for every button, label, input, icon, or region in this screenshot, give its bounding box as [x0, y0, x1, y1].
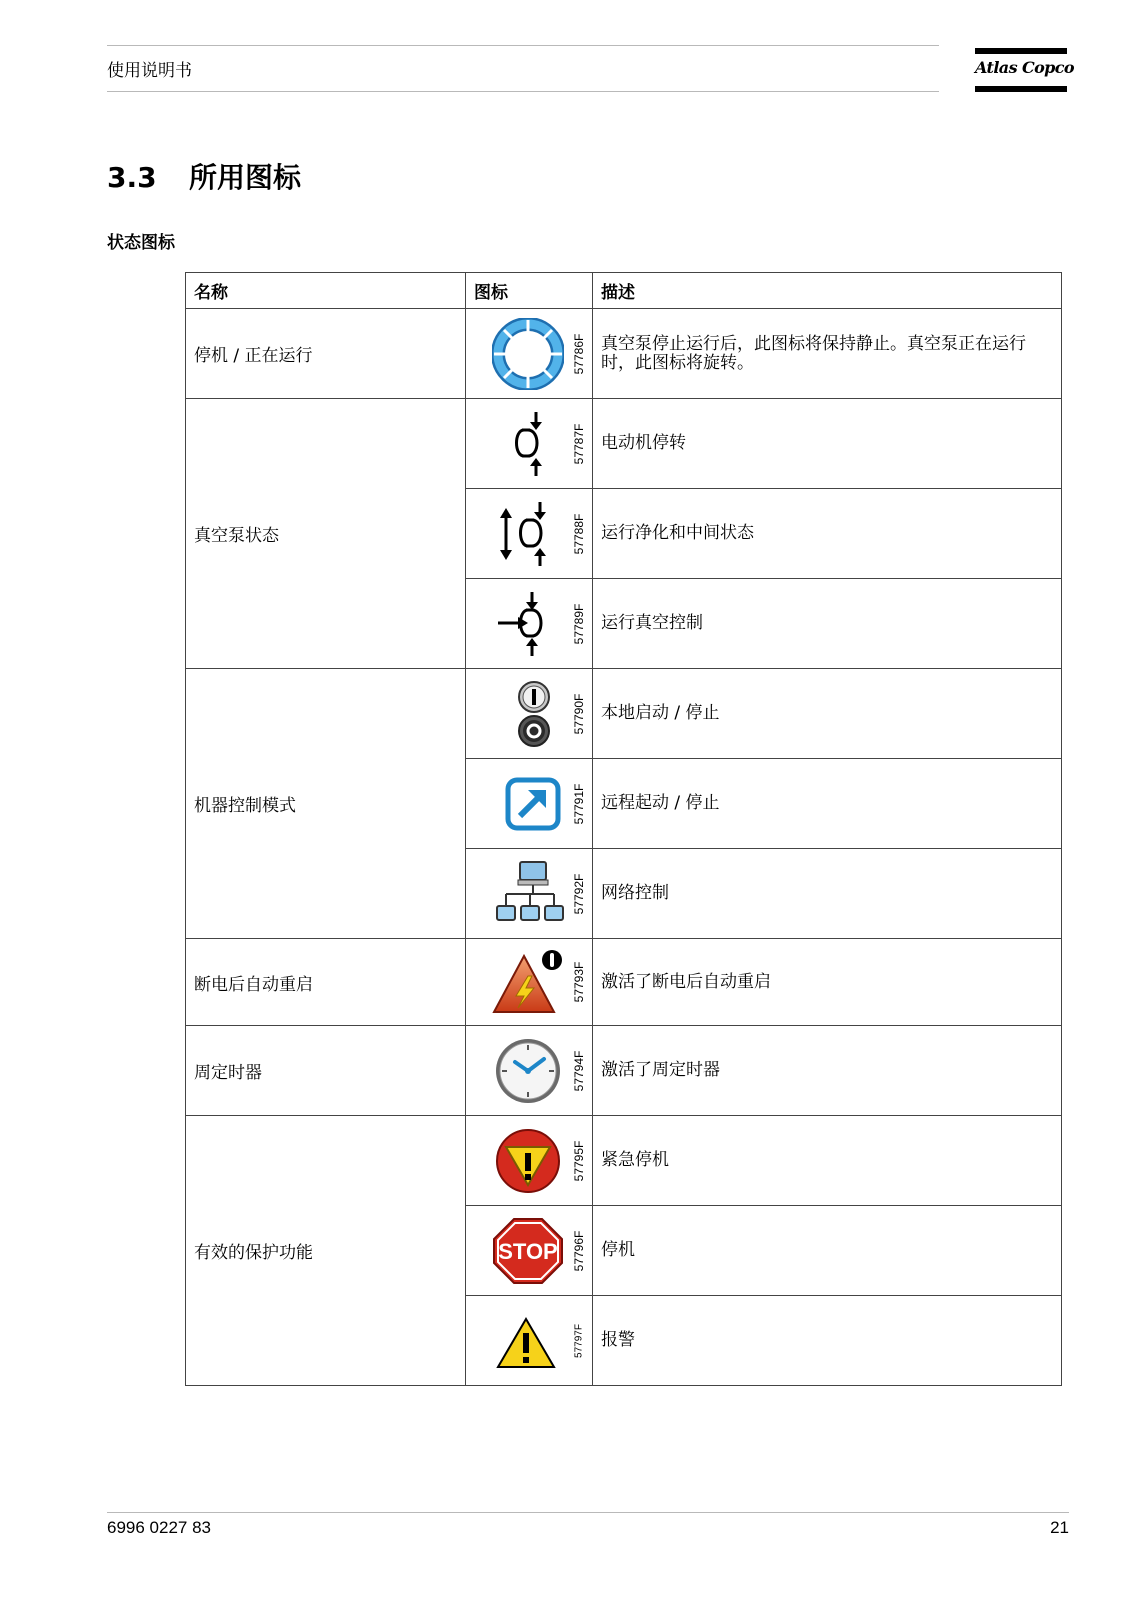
icon-code: 57789F — [572, 603, 586, 644]
icon-cell — [466, 759, 593, 849]
icon-cell — [466, 939, 593, 1026]
row-description: 运行净化和中间状态 — [593, 489, 1062, 579]
icon-cell — [466, 1116, 593, 1206]
icon-cell — [466, 1296, 593, 1386]
warning-triangle-icon — [492, 1305, 564, 1377]
footer-rule — [107, 1512, 1069, 1513]
icon-code: 57791F — [572, 783, 586, 824]
group-name: 周定时器 — [186, 1026, 466, 1116]
icon-code: 57794F — [572, 1050, 586, 1091]
icon-cell — [466, 489, 593, 579]
row-description: 电动机停转 — [593, 399, 1062, 489]
stop-sign-icon — [492, 1215, 564, 1287]
group-name: 断电后自动重启 — [186, 939, 466, 1026]
icon-cell — [466, 1206, 593, 1296]
icon-cell — [466, 1026, 593, 1116]
icon-code: 57797F — [573, 1323, 585, 1358]
section-heading — [107, 156, 301, 196]
row-description: 紧急停机 — [593, 1116, 1062, 1206]
icon-code: 57793F — [572, 961, 586, 1003]
group-name: 停机 / 正在运行 — [186, 309, 466, 399]
group-name: 机器控制模式 — [186, 669, 466, 939]
network-control-icon — [492, 858, 564, 930]
logo-wordmark: Atlas Copco — [975, 58, 1074, 77]
table-row — [186, 939, 1062, 1026]
header-name: 名称 — [186, 273, 466, 309]
header-icon: 图标 — [466, 273, 593, 309]
row-description: 本地启动 / 停止 — [593, 669, 1062, 759]
table-row — [186, 399, 1062, 489]
header-description: 描述 — [593, 273, 1062, 309]
status-icons-table — [185, 272, 1062, 1386]
icon-code: 57790F — [572, 693, 586, 734]
table-row — [186, 309, 1062, 399]
section-number: 3.3 — [107, 161, 157, 194]
group-name: 真空泵状态 — [186, 399, 466, 669]
header-bottom-rule — [107, 91, 939, 92]
icon-code: 57796F — [572, 1230, 586, 1271]
footer-doc-number: 6996 0227 83 — [107, 1518, 211, 1537]
icon-code: 57788F — [572, 513, 586, 554]
icon-code: 57786F — [572, 333, 586, 374]
motor-stopped-icon — [492, 408, 564, 480]
icon-cell — [466, 669, 593, 759]
remote-start-stop-icon — [492, 768, 564, 840]
section-title: 所用图标 — [189, 161, 302, 194]
atlas-copco-logo — [975, 48, 1074, 94]
header-top-rule — [107, 45, 939, 46]
header-title: 使用说明书 — [107, 61, 192, 81]
row-description: 运行真空控制 — [593, 579, 1062, 669]
row-description: 报警 — [593, 1296, 1062, 1386]
row-description: 停机 — [593, 1206, 1062, 1296]
clock-icon — [492, 1035, 564, 1107]
purge-state-icon — [492, 498, 564, 570]
running-ring-icon — [492, 318, 564, 390]
icon-cell — [466, 399, 593, 489]
svg-text:STOP: STOP — [498, 1238, 558, 1264]
table-row — [186, 1116, 1062, 1206]
sub-heading: 状态图标 — [107, 233, 175, 253]
icon-cell — [466, 579, 593, 669]
footer-page-number: 21 — [1050, 1518, 1069, 1537]
icon-code: 57795F — [572, 1140, 586, 1181]
icon-code: 57787F — [572, 423, 586, 464]
local-start-stop-icon — [492, 678, 564, 750]
emergency-stop-icon — [492, 1125, 564, 1197]
icon-cell — [466, 309, 593, 399]
auto-restart-icon — [492, 946, 566, 1018]
row-description: 真空泵停止运行后，此图标将保持静止。真空泵正在运行时，此图标将旋转。 — [593, 309, 1062, 399]
row-description: 远程起动 / 停止 — [593, 759, 1062, 849]
table-row — [186, 669, 1062, 759]
row-description: 激活了断电后自动重启 — [593, 939, 1062, 1026]
row-description: 激活了周定时器 — [593, 1026, 1062, 1116]
icon-code: 57792F — [572, 873, 586, 914]
table-row — [186, 1026, 1062, 1116]
icon-cell — [466, 849, 593, 939]
vacuum-control-icon — [492, 588, 564, 660]
row-description: 网络控制 — [593, 849, 1062, 939]
group-name: 有效的保护功能 — [186, 1116, 466, 1386]
table-header-row — [186, 273, 1062, 309]
